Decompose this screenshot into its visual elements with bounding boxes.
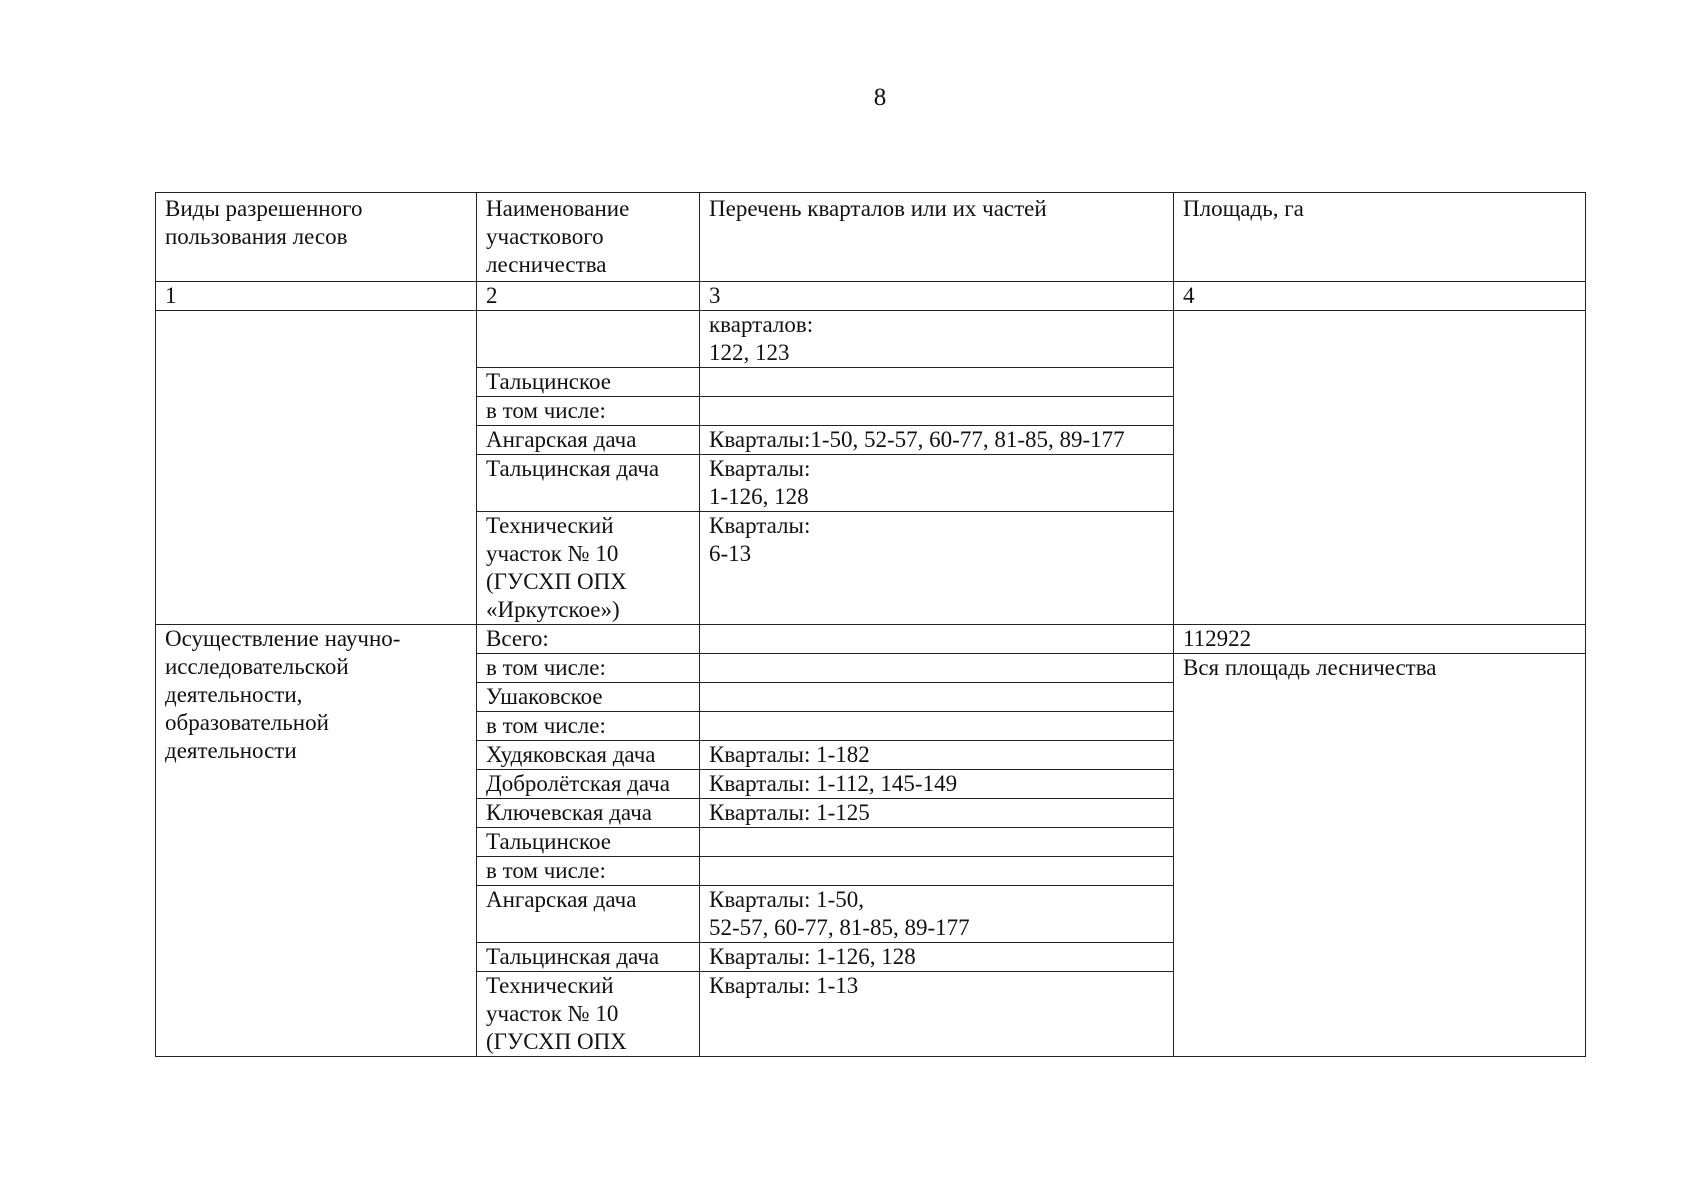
page-number: 8 xyxy=(873,84,887,111)
column-number: 4 xyxy=(1174,282,1586,311)
quarters-cell: Кварталы: 1-13 xyxy=(700,972,1174,1057)
use-type-cell: Осуществление научно- исследовательской деятельности, образовательной деятельности xyxy=(156,625,477,1057)
quarters-cell: Кварталы: 6-13 xyxy=(700,512,1174,625)
quarters-cell xyxy=(700,625,1174,654)
quarters-cell xyxy=(700,397,1174,426)
table-header-row xyxy=(156,193,1586,282)
forestry-name-cell: Ангарская дача xyxy=(477,426,700,455)
column-number: 1 xyxy=(156,282,477,311)
quarters-cell: Кварталы: 1-182 xyxy=(700,741,1174,770)
forestry-name-cell: Тальцинское xyxy=(477,368,700,397)
forest-use-table xyxy=(155,192,1586,1057)
use-type-cell-continued xyxy=(156,311,477,625)
table-row xyxy=(156,311,1586,368)
quarters-cell: Кварталы: 1-126, 128 xyxy=(700,455,1174,512)
column-number: 2 xyxy=(477,282,700,311)
quarters-cell xyxy=(700,828,1174,857)
header-use-type: Виды разрешенного пользования лесов xyxy=(156,193,477,282)
forestry-name-cell: в том числе: xyxy=(477,397,700,426)
area-note-cell: Вся площадь лесничества xyxy=(1174,654,1586,1057)
forestry-name-cell: в том числе: xyxy=(477,654,700,683)
forestry-name-cell: Тальцинское xyxy=(477,828,700,857)
header-area: Площадь, га xyxy=(1174,193,1586,282)
quarters-cell xyxy=(700,712,1174,741)
forestry-name-cell: Ключевская дача xyxy=(477,799,700,828)
quarters-cell: Кварталы:1-50, 52-57, 60-77, 81-85, 89-177 xyxy=(700,426,1174,455)
header-forestry-name: Наименование участкового лесничества xyxy=(477,193,700,282)
forestry-name-cell: Добролётская дача xyxy=(477,770,700,799)
forestry-name-cell: Технический участок № 10 (ГУСХП ОПХ «Иркутское») xyxy=(477,512,700,625)
table-row xyxy=(156,625,1586,654)
quarters-cell: Кварталы: 1-112, 145-149 xyxy=(700,770,1174,799)
quarters-cell: Кварталы: 1-125 xyxy=(700,799,1174,828)
quarters-cell xyxy=(700,683,1174,712)
forestry-name-cell: Ушаковское xyxy=(477,683,700,712)
column-number-row xyxy=(156,282,1586,311)
forestry-name-cell: Тальцинская дача xyxy=(477,455,700,512)
quarters-cell xyxy=(700,857,1174,886)
forestry-name-cell: в том числе: xyxy=(477,857,700,886)
quarters-cell xyxy=(700,368,1174,397)
column-number: 3 xyxy=(700,282,1174,311)
header-quarters-list: Перечень кварталов или их частей xyxy=(700,193,1174,282)
forestry-name-cell: Худяковская дача xyxy=(477,741,700,770)
quarters-cell: кварталов: 122, 123 xyxy=(700,311,1174,368)
forestry-name-cell: Технический участок № 10 (ГУСХП ОПХ xyxy=(477,972,700,1057)
forestry-name-cell xyxy=(477,311,700,368)
forestry-name-cell: Тальцинская дача xyxy=(477,943,700,972)
forestry-name-cell: Всего: xyxy=(477,625,700,654)
quarters-cell: Кварталы: 1-50, 52-57, 60-77, 81-85, 89-177 xyxy=(700,886,1174,943)
quarters-cell: Кварталы: 1-126, 128 xyxy=(700,943,1174,972)
quarters-cell xyxy=(700,654,1174,683)
area-cell-continued xyxy=(1174,311,1586,625)
forestry-name-cell: в том числе: xyxy=(477,712,700,741)
total-area-cell: 112922 xyxy=(1174,625,1586,654)
forestry-name-cell: Ангарская дача xyxy=(477,886,700,943)
